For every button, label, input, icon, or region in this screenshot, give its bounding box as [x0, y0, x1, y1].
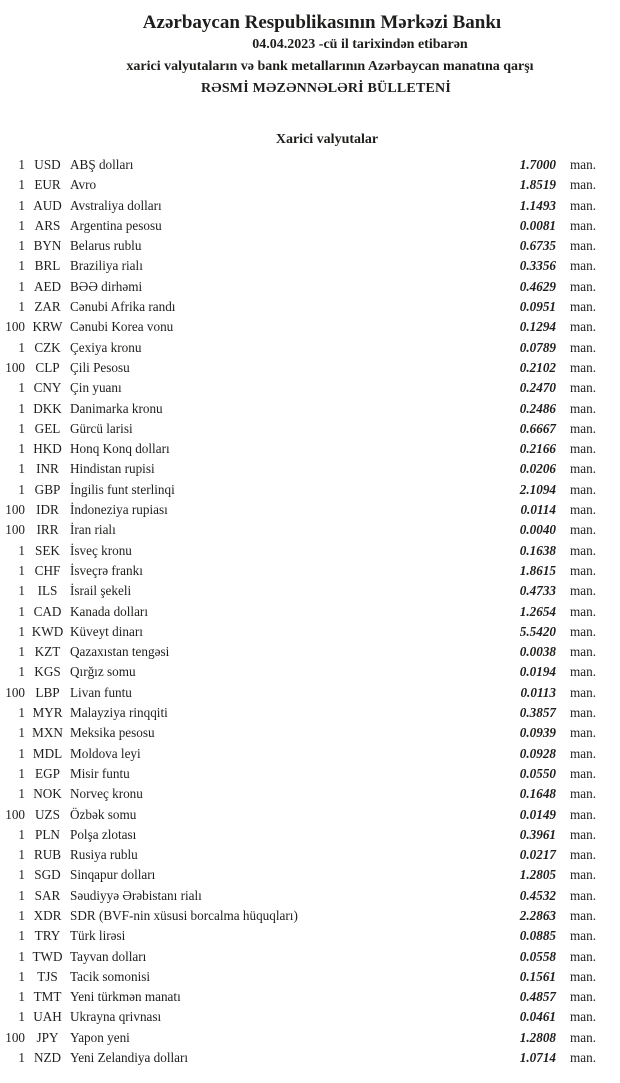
currency-quantity: 1 — [18, 968, 25, 984]
currency-code: TMT — [33, 989, 62, 1005]
currency-name: Belarus rublu — [70, 238, 142, 254]
rate-unit-label: man. — [570, 968, 597, 984]
rate-unit-label: man. — [570, 400, 597, 416]
rate-row-gbp — [0, 480, 620, 500]
currency-rate: 0.0194 — [519, 664, 556, 680]
currency-rate: 0.0461 — [519, 1009, 556, 1025]
currency-code: PLN — [35, 826, 60, 842]
currency-rate: 0.0789 — [519, 339, 556, 355]
currency-rate: 0.0550 — [519, 765, 556, 781]
effective-date-line: 04.04.2023 -cü il tarixindən etibarən — [252, 37, 468, 52]
currency-name: BƏƏ dirhəmi — [70, 278, 143, 294]
rate-row-hkd — [0, 439, 620, 459]
currency-name: İsveç kronu — [70, 542, 132, 558]
rate-row-twd — [0, 947, 620, 967]
bulletin-title: RƏSMİ MƏZƏNNƏLƏRİ BÜLLETENİ — [200, 81, 452, 96]
currency-name: İndoneziya rupiası — [70, 502, 168, 518]
currency-rate: 0.1648 — [519, 786, 556, 802]
rate-unit-label: man. — [570, 806, 597, 822]
currency-quantity: 1 — [18, 1009, 25, 1025]
currency-name: Danimarka kronu — [70, 400, 163, 416]
rate-unit-label: man. — [570, 664, 597, 680]
rate-unit-label: man. — [570, 826, 597, 842]
currency-code: SAR — [34, 887, 61, 903]
currency-code: KRW — [32, 319, 63, 335]
currency-name: Misir funtu — [70, 765, 130, 781]
rate-row-ils — [0, 581, 620, 601]
currency-code: NZD — [33, 1050, 62, 1066]
currency-code: MDL — [32, 745, 63, 761]
currency-code: CHF — [34, 562, 61, 578]
rate-unit-label: man. — [570, 786, 597, 802]
currency-name: Hindistan rupisi — [70, 461, 155, 477]
currency-rate: 0.0885 — [519, 928, 556, 944]
currency-rate: 1.7000 — [519, 157, 556, 172]
currency-rate: 0.0114 — [520, 502, 556, 518]
currency-quantity: 1 — [18, 461, 25, 477]
section-title-foreign-currencies: Xarici valyutalar — [275, 132, 379, 147]
currency-quantity: 1 — [18, 238, 25, 254]
currency-code: KZT — [34, 644, 61, 660]
currency-quantity: 1 — [18, 603, 25, 619]
currency-quantity: 1 — [18, 765, 25, 781]
currency-quantity: 100 — [5, 806, 25, 822]
currency-name: Yeni Zelandiya dolları — [70, 1050, 189, 1066]
currency-rate: 0.4857 — [519, 989, 556, 1005]
rate-unit-label: man. — [570, 1029, 597, 1045]
currency-code: AUD — [33, 197, 62, 213]
currency-name: Yeni türkmən manatı — [70, 989, 181, 1005]
rate-row-idr — [0, 500, 620, 520]
currency-code: BRL — [34, 258, 61, 274]
currency-rate: 0.1294 — [519, 319, 556, 335]
rate-unit-label: man. — [570, 157, 597, 172]
rate-unit-label: man. — [570, 502, 597, 518]
currency-rate: 1.8519 — [519, 177, 556, 193]
currency-rate: 0.0217 — [519, 847, 556, 863]
rate-unit-label: man. — [570, 847, 597, 863]
rate-row-eur — [0, 175, 620, 195]
rate-unit-label: man. — [570, 542, 597, 558]
currency-rate: 2.1094 — [519, 481, 556, 497]
rate-unit-label: man. — [570, 278, 597, 294]
currency-quantity: 1 — [18, 948, 25, 964]
currency-code: IRR — [36, 522, 59, 538]
currency-code: EUR — [34, 177, 61, 193]
currency-code: ILS — [37, 583, 58, 599]
rate-row-pln — [0, 825, 620, 845]
currency-rate: 0.4629 — [519, 278, 556, 294]
rate-row-uzs — [0, 805, 620, 825]
rate-row-ars — [0, 216, 620, 236]
rate-row-uah — [0, 1007, 620, 1027]
rate-unit-label: man. — [570, 623, 597, 639]
rate-unit-label: man. — [570, 989, 597, 1005]
currency-code: CNY — [33, 380, 62, 396]
rate-row-try — [0, 926, 620, 946]
currency-rate: 0.0939 — [519, 725, 556, 741]
currency-quantity: 1 — [18, 1050, 25, 1066]
currency-code: KGS — [34, 664, 61, 680]
currency-code: GBP — [34, 481, 61, 497]
currency-name: Avstraliya dolları — [70, 197, 162, 213]
rate-row-clp — [0, 358, 620, 378]
currency-name: Qırğız somu — [70, 664, 136, 680]
currency-quantity: 1 — [18, 887, 25, 903]
currency-code: UZS — [35, 806, 60, 822]
currency-rate: 0.0558 — [519, 948, 556, 964]
currency-rate: 0.0081 — [519, 217, 556, 233]
currency-code: ZAR — [34, 299, 61, 315]
currency-code: INR — [36, 461, 59, 477]
currency-code: UAH — [33, 1009, 62, 1025]
currency-code: CLP — [35, 359, 60, 375]
currency-rate: 0.0206 — [519, 461, 556, 477]
currency-rate: 0.4532 — [519, 887, 556, 903]
rate-row-sgd — [0, 865, 620, 885]
currency-name: Çili Pesosu — [70, 359, 130, 375]
currency-quantity: 1 — [18, 907, 25, 923]
currency-quantity: 1 — [18, 481, 25, 497]
rate-unit-label: man. — [570, 299, 597, 315]
rate-unit-label: man. — [570, 359, 597, 375]
currency-name: İsveçrə frankı — [70, 562, 143, 578]
currency-rate: 0.0149 — [519, 806, 556, 822]
rate-row-gel — [0, 419, 620, 439]
rate-row-egp — [0, 764, 620, 784]
currency-quantity: 1 — [18, 217, 25, 233]
rate-unit-label: man. — [570, 319, 597, 335]
rate-row-irr — [0, 520, 620, 540]
currency-name: Moldova leyi — [70, 745, 141, 761]
rate-row-mxn — [0, 723, 620, 743]
currency-quantity: 1 — [18, 258, 25, 274]
rate-row-rub — [0, 845, 620, 865]
currency-rate: 0.3961 — [519, 826, 556, 842]
bulletin-subtitle: xarici valyutaların və bank metallarının Azərbaycan manatına qarşı — [126, 59, 534, 74]
currency-quantity: 100 — [5, 522, 25, 538]
currency-quantity: 1 — [18, 644, 25, 660]
rate-unit-label: man. — [570, 867, 597, 883]
currency-code: NOK — [33, 786, 62, 802]
currency-quantity: 1 — [18, 583, 25, 599]
currency-quantity: 1 — [18, 826, 25, 842]
currency-rate: 0.1561 — [519, 968, 556, 984]
currency-rate: 0.6735 — [519, 238, 556, 254]
currency-rate: 0.3356 — [519, 258, 556, 274]
rate-row-cny — [0, 378, 620, 398]
currency-quantity: 1 — [18, 420, 25, 436]
rate-unit-label: man. — [570, 705, 597, 721]
currency-quantity: 100 — [5, 1029, 25, 1045]
currency-code: KWD — [31, 623, 64, 639]
currency-quantity: 100 — [5, 359, 25, 375]
currency-rate: 5.5420 — [519, 623, 556, 639]
rate-row-tjs — [0, 967, 620, 987]
currency-quantity: 1 — [18, 441, 25, 457]
currency-quantity: 1 — [18, 157, 25, 172]
currency-name: Küveyt dinarı — [70, 623, 143, 639]
currency-quantity: 1 — [18, 562, 25, 578]
currency-rate: 0.1638 — [519, 542, 556, 558]
currency-name: Braziliya rialı — [70, 258, 143, 274]
currency-quantity: 1 — [18, 664, 25, 680]
rate-unit-label: man. — [570, 197, 597, 213]
rate-unit-label: man. — [570, 603, 597, 619]
currency-name: Meksika pesosu — [70, 725, 155, 741]
currency-rate: 0.0038 — [519, 644, 556, 660]
currency-quantity: 1 — [18, 542, 25, 558]
rate-row-aud — [0, 196, 620, 216]
currency-code: DKK — [33, 400, 62, 416]
rate-unit-label: man. — [570, 725, 597, 741]
currency-quantity: 100 — [5, 502, 25, 518]
rate-unit-label: man. — [570, 583, 597, 599]
currency-name: Çin yuanı — [70, 380, 122, 396]
currency-code: GEL — [34, 420, 61, 436]
rate-unit-label: man. — [570, 887, 597, 903]
rate-row-byn — [0, 236, 620, 256]
currency-rate: 0.0040 — [519, 522, 556, 538]
currency-name: Argentina pesosu — [70, 217, 162, 233]
currency-quantity: 1 — [18, 623, 25, 639]
currency-code: RUB — [33, 847, 62, 863]
currency-name: Yapon yeni — [70, 1029, 130, 1045]
currency-rate: 0.2102 — [519, 359, 556, 375]
rate-row-myr — [0, 703, 620, 723]
currency-name: ABŞ dolları — [70, 157, 134, 172]
rate-row-zar — [0, 297, 620, 317]
currency-code: TWD — [32, 948, 63, 964]
rate-unit-label: man. — [570, 745, 597, 761]
rate-unit-label: man. — [570, 928, 597, 944]
currency-name: Səudiyyə Ərəbistanı rialı — [70, 887, 202, 903]
bulletin-header — [0, 0, 620, 100]
bank-title: Azərbaycan Respublikasının Mərkəzi Bankı — [142, 12, 502, 33]
rate-unit-label: man. — [570, 1050, 597, 1066]
currency-name: İsrail şekeli — [70, 583, 132, 599]
currency-name: Gürcü larisi — [70, 420, 133, 436]
currency-quantity: 1 — [18, 725, 25, 741]
currency-code: TJS — [37, 968, 58, 984]
rate-row-dkk — [0, 399, 620, 419]
currency-name: Livan funtu — [70, 684, 132, 700]
currency-quantity: 1 — [18, 786, 25, 802]
currency-quantity: 1 — [18, 177, 25, 193]
currency-quantity: 1 — [18, 339, 25, 355]
currency-rate: 1.1493 — [519, 197, 556, 213]
rate-unit-label: man. — [570, 1009, 597, 1025]
rate-unit-label: man. — [570, 562, 597, 578]
rate-row-aed — [0, 277, 620, 297]
currency-name: Norveç kronu — [70, 786, 143, 802]
currency-name: Malayziya rinqqiti — [70, 705, 168, 721]
rate-unit-label: man. — [570, 217, 597, 233]
rate-row-sek — [0, 541, 620, 561]
currency-quantity: 1 — [18, 745, 25, 761]
currency-rate: 1.2805 — [519, 867, 556, 883]
currency-rate: 0.0928 — [519, 745, 556, 761]
currency-rate: 1.2808 — [519, 1029, 556, 1045]
currency-quantity: 1 — [18, 197, 25, 213]
rate-row-tmt — [0, 987, 620, 1007]
currency-quantity: 1 — [18, 705, 25, 721]
currency-quantity: 1 — [18, 278, 25, 294]
exchange-rates-table — [0, 155, 620, 1068]
rate-unit-label: man. — [570, 684, 597, 700]
rate-unit-label: man. — [570, 339, 597, 355]
currency-code: SGD — [34, 867, 61, 883]
rate-row-kwd — [0, 622, 620, 642]
currency-rate: 0.4733 — [519, 583, 556, 599]
currency-code: SEK — [35, 542, 60, 558]
currency-quantity: 1 — [18, 299, 25, 315]
currency-code: ARS — [34, 217, 61, 233]
rate-row-inr — [0, 459, 620, 479]
currency-name: Ukrayna qrivnası — [70, 1009, 162, 1025]
rate-row-usd — [0, 155, 620, 175]
currency-code: HKD — [33, 441, 62, 457]
currency-quantity: 100 — [5, 319, 25, 335]
currency-code: CZK — [34, 339, 61, 355]
currency-name: İngilis funt sterlinqi — [70, 481, 175, 497]
currency-quantity: 1 — [18, 400, 25, 416]
rate-row-jpy — [0, 1028, 620, 1048]
currency-rate: 1.0714 — [519, 1050, 556, 1066]
currency-name: Özbək somu — [70, 806, 137, 822]
currency-code: USD — [34, 157, 61, 172]
currency-code: BYN — [33, 238, 62, 254]
currency-code: LBP — [35, 684, 60, 700]
rate-row-brl — [0, 256, 620, 276]
rate-unit-label: man. — [570, 765, 597, 781]
currency-quantity: 1 — [18, 847, 25, 863]
currency-rate: 0.0951 — [519, 299, 556, 315]
rate-unit-label: man. — [570, 238, 597, 254]
currency-name: Kanada dolları — [70, 603, 148, 619]
rate-row-sar — [0, 886, 620, 906]
rate-unit-label: man. — [570, 907, 597, 923]
rate-row-kzt — [0, 642, 620, 662]
currency-rate: 0.2166 — [519, 441, 556, 457]
rate-row-nok — [0, 784, 620, 804]
currency-code: MXN — [32, 725, 63, 741]
currency-rate: 0.2470 — [519, 380, 556, 396]
currency-name: Avro — [70, 177, 97, 193]
rate-unit-label: man. — [570, 522, 597, 538]
currency-code: TRY — [34, 928, 61, 944]
currency-code: AED — [33, 278, 62, 294]
currency-code: CAD — [33, 603, 62, 619]
currency-rate: 1.2654 — [519, 603, 556, 619]
rate-row-chf — [0, 561, 620, 581]
rate-row-nzd — [0, 1048, 620, 1068]
currency-name: Cənubi Korea vonu — [70, 319, 174, 335]
rate-unit-label: man. — [570, 481, 597, 497]
rate-unit-label: man. — [570, 177, 597, 193]
rate-unit-label: man. — [570, 948, 597, 964]
currency-rate: 0.3857 — [519, 705, 556, 721]
currency-name: Qazaxıstan tengəsi — [70, 644, 170, 660]
currency-quantity: 1 — [18, 380, 25, 396]
rate-unit-label: man. — [570, 461, 597, 477]
rate-row-lbp — [0, 683, 620, 703]
rate-unit-label: man. — [570, 380, 597, 396]
rate-row-czk — [0, 338, 620, 358]
currency-rate: 2.2863 — [519, 907, 556, 923]
rate-row-cad — [0, 602, 620, 622]
currency-name: Tacik somonisi — [70, 968, 151, 984]
currency-rate: 0.0113 — [520, 684, 556, 700]
currency-code: IDR — [36, 502, 59, 518]
currency-rate: 0.6667 — [519, 420, 556, 436]
currency-code: XDR — [33, 907, 62, 923]
currency-name: Honq Konq dolları — [70, 441, 170, 457]
rate-row-kgs — [0, 662, 620, 682]
rate-unit-label: man. — [570, 441, 597, 457]
currency-quantity: 1 — [18, 867, 25, 883]
currency-name: Cənubi Afrika randı — [70, 299, 176, 315]
currency-name: Sinqapur dolları — [70, 867, 156, 883]
currency-rate: 0.2486 — [519, 400, 556, 416]
rate-unit-label: man. — [570, 258, 597, 274]
rate-unit-label: man. — [570, 644, 597, 660]
currency-rate: 1.8615 — [519, 562, 556, 578]
currency-code: EGP — [35, 765, 60, 781]
currency-quantity: 1 — [18, 928, 25, 944]
rate-unit-label: man. — [570, 420, 597, 436]
currency-name: Tayvan dolları — [70, 948, 147, 964]
currency-name: Polşa zlotası — [70, 826, 137, 842]
rate-row-mdl — [0, 744, 620, 764]
currency-quantity: 1 — [18, 989, 25, 1005]
currency-code: JPY — [36, 1029, 59, 1045]
currency-code: MYR — [32, 705, 63, 721]
currency-name: SDR (BVF-nin xüsusi borcalma hüquqları) — [70, 907, 298, 923]
rate-row-xdr — [0, 906, 620, 926]
currency-name: Çexiya kronu — [70, 339, 142, 355]
currency-name: Rusiya rublu — [70, 847, 138, 863]
currency-quantity: 100 — [5, 684, 25, 700]
currency-name: İran rialı — [70, 522, 116, 538]
rate-row-krw — [0, 317, 620, 337]
currency-name: Türk lirəsi — [70, 928, 126, 944]
